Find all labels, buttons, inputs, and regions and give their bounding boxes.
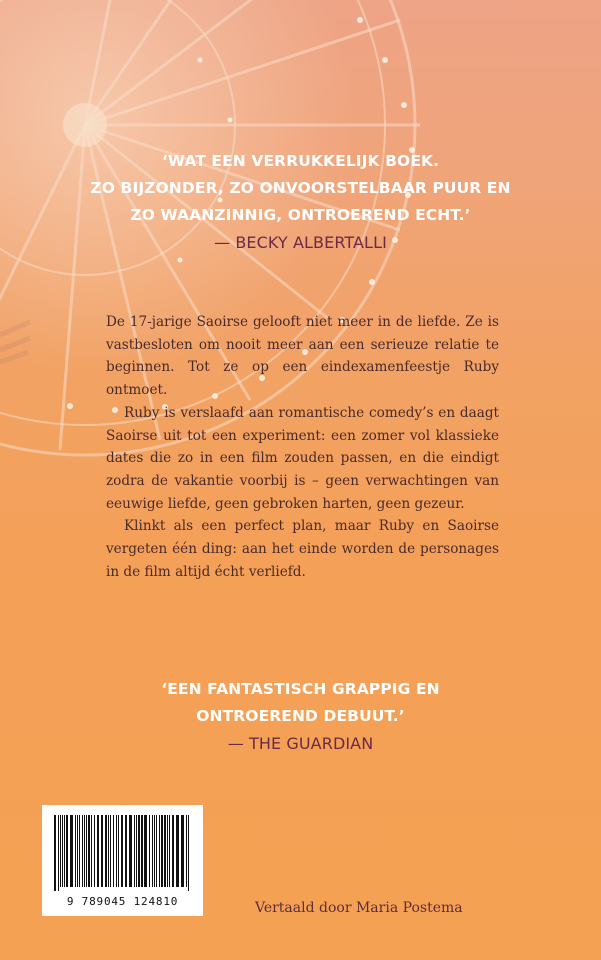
quote-attribution: — BECKY ALBERTALLI (214, 233, 387, 252)
quote-line: ZO BIJZONDER, ZO ONVOORSTELBAAR PUUR EN (90, 179, 511, 197)
barcode-bar (141, 815, 143, 887)
barcode-bar (70, 815, 73, 887)
barcode-bar (188, 815, 189, 891)
barcode-bar (129, 815, 132, 887)
barcode-bars (52, 815, 193, 891)
barcode-bar (176, 815, 179, 887)
review-quote-guardian (0, 676, 601, 757)
barcode-bar (110, 815, 111, 887)
barcode-bar (181, 815, 184, 887)
barcode-bar (113, 815, 114, 887)
barcode-bar (138, 815, 140, 887)
blurb-paragraph: Klinkt als een perfect plan, maar Ruby en Saoirse vergeten één ding: aan het einde worden de personages in de film altijd écht verliefd. (106, 518, 499, 580)
isbn-number: 9 789045 124810 (66, 895, 179, 908)
barcode-bar (121, 815, 123, 887)
barcode-bar (66, 815, 68, 887)
barcode-bar (82, 815, 83, 887)
review-quote-albertalli (0, 148, 601, 256)
barcode-bar (84, 815, 85, 887)
barcode-bar (54, 815, 56, 891)
barcode-bar (101, 815, 103, 887)
barcode-bar (149, 815, 150, 887)
barcode-bar (91, 815, 92, 887)
barcode-bar (116, 815, 117, 887)
barcode-bar (88, 815, 90, 887)
translator-credit: Vertaald door Maria Postema (255, 900, 463, 916)
barcode-bar (77, 815, 78, 887)
blurb-paragraph: Ruby is verslaafd aan romantische comedy’s en daagt Saoirse uit tot een experiment: een zomer vol klassieke dates die zo in een film zouden passen, en die eindigt zodra de vakantie voorbij is – geen verwachtingen van eeuwige liefde, geen gebroken harten, geen gezeur. (106, 404, 499, 512)
barcode-bar (64, 815, 65, 887)
barcode-bar (86, 815, 87, 887)
barcode-bar (94, 815, 95, 887)
barcode-bar (134, 815, 135, 887)
barcode-bar (159, 815, 160, 887)
barcode-bar (58, 815, 59, 891)
quote-line: ONTROEREND DEBUUT.’ (196, 707, 405, 725)
quote-attribution: — THE GUARDIAN (227, 734, 374, 753)
quote-line: ‘EEN FANTASTISCH GRAPPIG EN (161, 680, 440, 698)
barcode-bar (156, 815, 157, 887)
barcode-bar (161, 815, 163, 887)
barcode-bar (172, 815, 174, 887)
barcode-bar (167, 815, 168, 887)
barcode-bar (60, 815, 61, 887)
barcode-bar (144, 815, 147, 887)
barcode-bar (136, 815, 137, 887)
barcode-bar (164, 815, 166, 887)
quote-line: ZO WAANZINNIG, ONTROEREND ECHT.’ (130, 206, 471, 224)
barcode-bar (186, 815, 187, 887)
blurb-paragraph: De 17-jarige Saoirse gelooft niet meer in de liefde. Ze is vastbesloten om nooit meer aan een serieuze relatie te beginnen. Tot ze op een eindexamenfeestje Ruby ontmoet. (106, 314, 499, 399)
barcode-bar (62, 815, 63, 887)
book-blurb (106, 311, 499, 583)
barcode-bar (105, 815, 107, 887)
quote-line: ‘WAT EEN VERRUKKELIJK BOEK. (161, 152, 440, 170)
barcode-bar (152, 815, 153, 887)
isbn-barcode (42, 805, 203, 916)
barcode-bar (108, 815, 109, 887)
barcode-bar (125, 815, 127, 887)
barcode-bar (79, 815, 80, 887)
barcode-bar (97, 815, 99, 887)
barcode-bar (169, 815, 170, 887)
barcode-bar (154, 815, 155, 887)
barcode-bar (75, 815, 76, 887)
barcode-bar (118, 815, 119, 887)
